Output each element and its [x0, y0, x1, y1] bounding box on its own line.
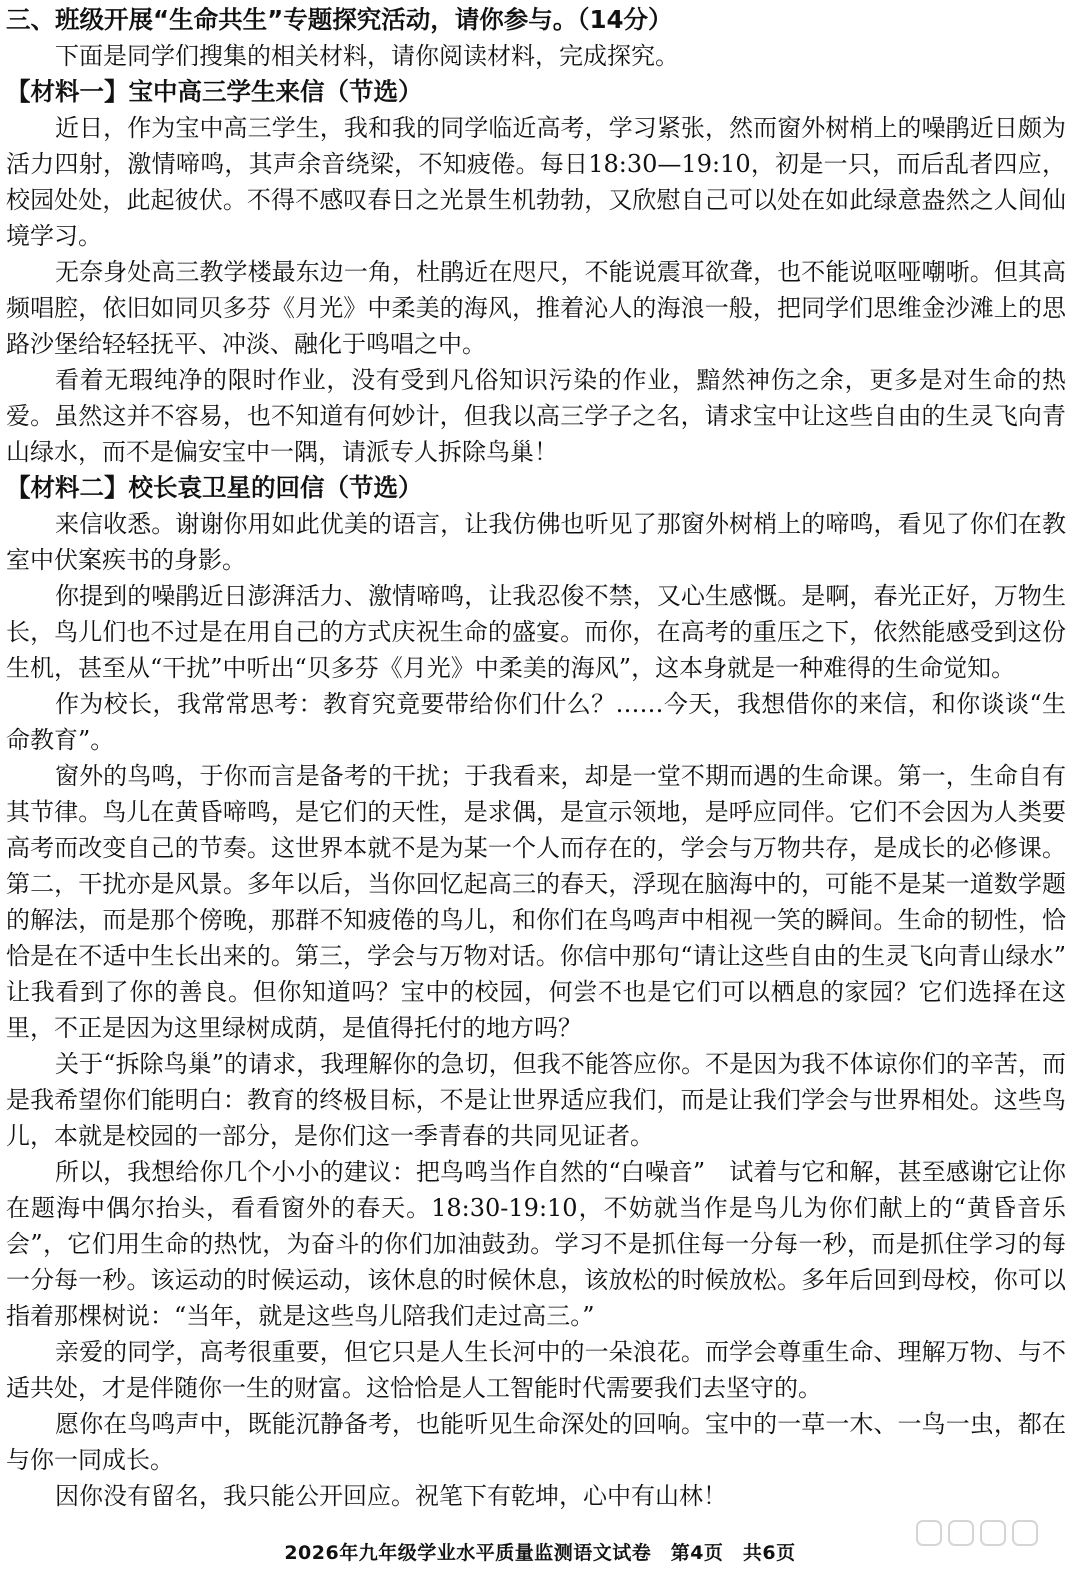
material-two-paragraph: 作为校长，我常常思考：教育究竟要带给你们什么？……今天，我想借你的来信，和你谈谈“生命教育”。 [6, 690, 1066, 754]
page-footer: 2026年九年级学业水平质量监测语文试卷 第4页 共6页 [284, 1542, 796, 1564]
material-two-paragraph: 因你没有留名，我只能公开回应。祝笔下有乾坤，心中有山林！ [55, 1482, 727, 1510]
material-one-title: 【材料一】宝中高三学生来信（节选） [6, 77, 423, 106]
material-one-paragraph: 看着无瑕纯净的限时作业，没有受到凡俗知识污染的作业，黯然神伤之余，更多是对生命的热爱。虽然这并不容易，也不知道有何妙计，但我以高三学子之名，请求宝中让这些自由的生灵飞向青山绿水，而不是偏安宝中一隅，请派专人拆除鸟巢！ [6, 366, 1066, 466]
materials [6, 74, 1066, 1574]
material-two-paragraph: 你提到的噪鹃近日澎湃活力、激情啼鸣，让我忍俊不禁，又心生感慨。是啊，春光正好，万物生长，鸟儿们也不过是在用自己的方式庆祝生命的盛宴。而你，在高考的重压之下，依然能感受到这份生机，甚至从“干扰”中听出“贝多芬《月光》中柔美的海风”，这本身就是一种难得的生命觉知。 [6, 582, 1066, 682]
material-two-title: 【材料二】校长袁卫星的回信（节选） [6, 473, 423, 502]
material-two-paragraph: 来信收悉。谢谢你用如此优美的语言，让我仿佛也听见了那窗外树梢上的啼鸣，看见了你们在教室中伏案疾书的身影。 [6, 510, 1066, 574]
material-two-paragraph: 愿你在鸟鸣声中，既能沉静备考，也能听见生命深处的回响。宝中的一草一木、一鸟一虫，都在与你一同成长。 [6, 1410, 1066, 1474]
material-two-paragraph: 窗外的鸟鸣，于你而言是备考的干扰；于我看来，却是一堂不期而遇的生命课。第一，生命自有其节律。鸟儿在黄昏啼鸣，是它们的天性，是求偶，是宣示领地，是呼应同伴。它们不会因为人类要高考而改变自己的节奏。这世界本就不是为某一个人而存在的，学会与万物共存，是成长的必修课。第二，干扰亦是风景。多年以后，当你回忆起高三的春天，浮现在脑海中的，可能不是某一道数学题的解法，而是那个傍晚，那群不知疲倦的鸟儿，和你们在鸟鸣声中相视一笑的瞬间。生命的韧性，恰恰是在不适中生长出来的。第三，学会与万物对话。你信中那句“请让这些自由的生灵飞向青山绿水” 让我看到了你的善良。但你知道吗？宝中的校园，何尝不也是它们可以栖息的家园？它们选择在这里，不正是因为这里绿树成荫，是值得托付的地方吗？ [6, 762, 1066, 1042]
question-heading: 三、班级开展“生命共生”专题探究活动，请你参与。（14分） [6, 5, 673, 34]
material-two-paragraph: 关于“拆除鸟巢”的请求，我理解你的急切，但我不能答应你。不是因为我不体谅你们的辛苦，而是我希望你们能明白：教育的终极目标，不是让世界适应我们，而是让我们学会与世界相处。这些鸟儿，本就是校园的一部分，是你们这一季青春的共同见证者。 [6, 1050, 1066, 1150]
material-one-paragraph: 近日，作为宝中高三学生，我和我的同学临近高考，学习紧张，然而窗外树梢上的噪鹃近日颇为活力四射，激情啼鸣，其声余音绕梁，不知疲倦。每日18:30—19:10，初是一只，而后乱者四应，校园处处，此起彼伏。不得不感叹春日之光景生机勃勃，又欣慰自己可以处在如此绿意盎然之人间仙境学习。 [6, 114, 1066, 250]
material-two-paragraph: 亲爱的同学，高考很重要，但它只是人生长河中的一朵浪花。而学会尊重生命、理解万物、与不适共处，才是伴随你一生的财富。这恰恰是人工智能时代需要我们去坚守的。 [6, 1338, 1066, 1402]
material-one-paragraph: 无奈身处高三教学楼最东边一角，杜鹃近在咫尺，不能说震耳欲聋，也不能说呕哑嘲哳。但其高频唱腔，依旧如同贝多芬《月光》中柔美的海风，推着沁人的海浪一般，把同学们思维金沙滩上的思路沙堡给轻轻抚平、冲淡、融化于鸣唱之中。 [6, 258, 1066, 358]
material-two-paragraph: 所以，我想给你几个小小的建议：把鸟鸣当作自然的“白噪音” 试着与它和解，甚至感谢它让你在题海中偶尔抬头，看看窗外的春天。18:30-19:10，不妨就当作是鸟儿为你们献上的“黄昏音乐会”，它们用生命的热忱，为奋斗的你们加油鼓劲。学习不是抓住每一分每一秒，而是抓住学习的每一分每一秒。该运动的时候运动，该休息的时候休息，该放松的时候放松。多年后回到母校，你可以指着那棵树说：“当年，就是这些鸟儿陪我们走过高三。” [6, 1158, 1066, 1330]
question-intro: 下面是同学们搜集的相关材料，请你阅读材料，完成探究。 [55, 42, 679, 70]
